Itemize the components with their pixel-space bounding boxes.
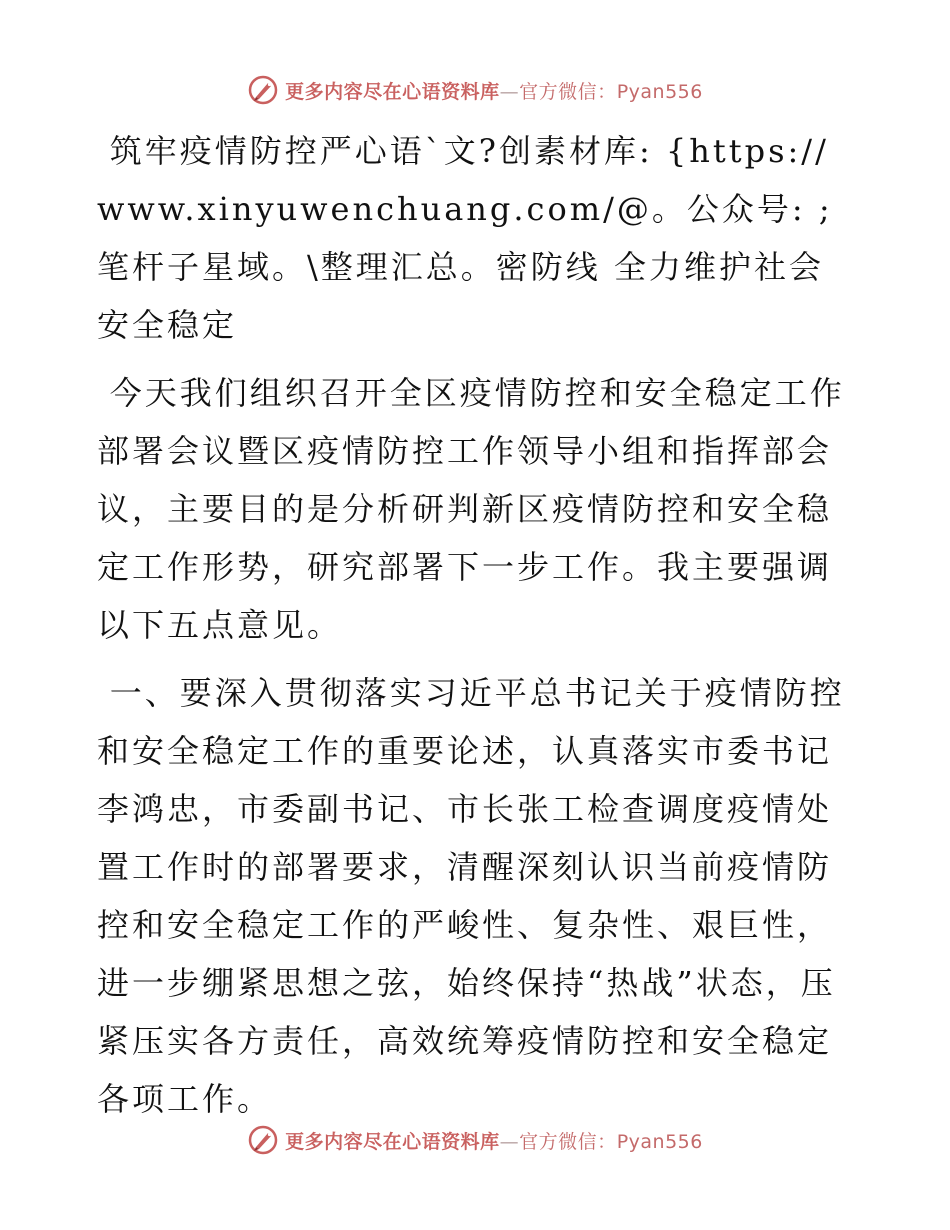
watermark-main: 更多内容尽在心语资料库 bbox=[285, 80, 500, 103]
watermark-account: Pyan556 bbox=[616, 80, 703, 103]
pen-logo-icon bbox=[247, 1124, 279, 1156]
watermark-wechat-label: 官方微信： bbox=[519, 80, 617, 103]
watermark-separator: — bbox=[499, 80, 520, 103]
watermark-wechat-label: 官方微信： bbox=[519, 1130, 617, 1153]
watermark-text bbox=[285, 77, 703, 104]
paragraph-intro: 今天我们组织召开全区疫情防控和安全稳定工作部署会议暨区疫情防控工作领导小组和指挥部会议，主要目的是分析研判新区疫情防控和安全稳定工作形势，研究部署下一步工作。我主要强调以下五点意见。 bbox=[97, 374, 845, 644]
pen-logo-icon bbox=[247, 74, 279, 106]
watermark-separator: — bbox=[499, 1130, 520, 1153]
document-title: 筑牢疫情防控严心语`文?创素材库: {https://www.xinyuwenchuang.com/@。公众号: ;笔杆子星域。\整理汇总。密防线 全力维护社会安全稳定 bbox=[97, 132, 833, 344]
footer-watermark bbox=[0, 1122, 950, 1158]
watermark-text bbox=[285, 1127, 703, 1154]
watermark-main: 更多内容尽在心语资料库 bbox=[285, 1130, 500, 1153]
paragraph-point-one: 一、要深入贯彻落实习近平总书记关于疫情防控和安全稳定工作的重要论述，认真落实市委书记李鸿忠，市委副书记、市长张工检查调度疫情处置工作时的部署要求，清醒深刻认识当前疫情防控和安全稳定工作的严峻性、复杂性、艰巨性，进一步绷紧思想之弦，始终保持“热战”状态，压紧压实各方责任，高效统筹疫情防控和安全稳定各项工作。 bbox=[97, 674, 845, 1118]
header-watermark bbox=[0, 72, 950, 108]
watermark-account: Pyan556 bbox=[616, 1130, 703, 1153]
document-body bbox=[97, 122, 857, 1128]
